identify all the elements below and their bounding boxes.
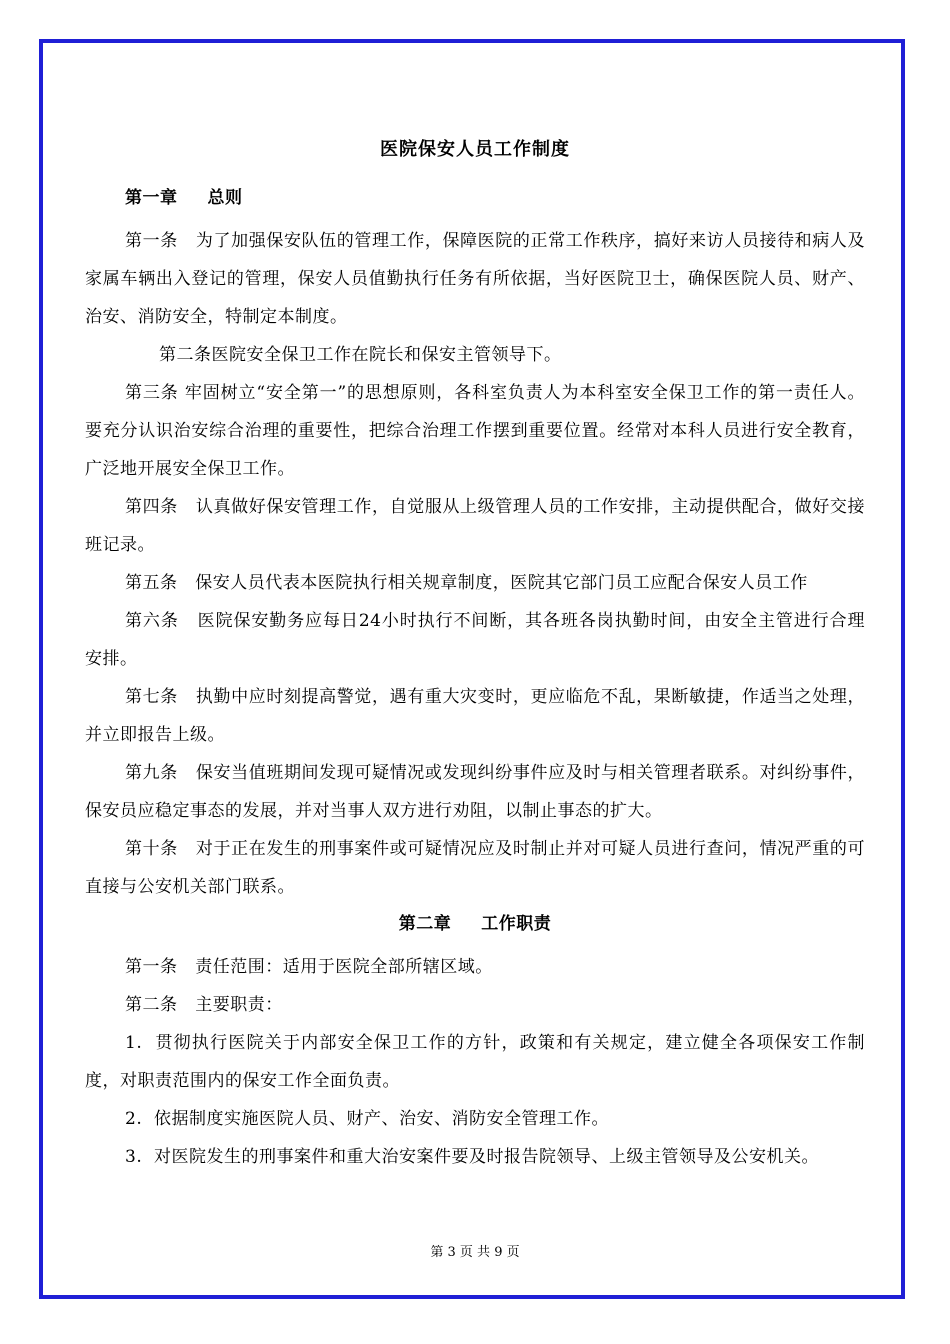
duty-item-2 <box>85 1100 865 1138</box>
chapter-2-number: 第二章 <box>398 914 452 934</box>
article-1-5 <box>85 564 865 602</box>
chapter-1-number: 第一章 <box>125 188 178 208</box>
article-1-4 <box>85 488 865 564</box>
item-number: 3. <box>125 1147 143 1167</box>
article-text: 对于正在发生的刑事案件或可疑情况应及时制止并对可疑人员进行查问，情况严重的可直接与公安机关部门联系。 <box>85 839 866 897</box>
item-text: 对医院发生的刑事案件和重大治安案件要及时报告院领导、上级主管领导及公安机关。 <box>154 1147 820 1167</box>
article-2-2 <box>85 986 865 1024</box>
article-1-2 <box>85 336 865 374</box>
item-number: 1. <box>125 1033 143 1053</box>
article-label: 第一条 <box>125 957 178 977</box>
article-label: 第五条 <box>125 573 178 593</box>
article-text: 主要职责： <box>195 995 283 1015</box>
document-title: 医院保安人员工作制度 <box>380 139 570 160</box>
article-text: 保安人员代表本医院执行相关规章制度，医院其它部门员工应配合保安人员工作 <box>195 573 808 593</box>
article-1-6 <box>85 602 865 678</box>
article-text: 执勤中应时刻提高警觉，遇有重大灾变时，更应临危不乱，果断敏捷，作适当之处理，并立即报告上级。 <box>85 687 866 745</box>
duty-item-3 <box>85 1138 865 1176</box>
item-text: 依据制度实施医院人员、财产、治安、消防安全管理工作。 <box>154 1109 610 1129</box>
article-label: 第四条 <box>125 497 178 517</box>
article-label: 第二条 <box>125 995 178 1015</box>
article-2-1 <box>85 948 865 986</box>
chapter-2-heading <box>85 906 865 942</box>
article-text: 责任范围：适用于医院全部所辖区域。 <box>195 957 493 977</box>
article-label: 第二条 <box>159 345 212 365</box>
article-text: 医院安全保卫工作在院长和保安主管领导下。 <box>211 345 562 365</box>
chapter-1-heading <box>85 180 865 216</box>
chapter-1-title: 总则 <box>207 188 243 208</box>
article-text: 为了加强保安队伍的管理工作，保障医院的正常工作秩序，搞好来访人员接待和病人及家属车辆出入登记的管理，保安人员值勤执行任务有所依据，当好医院卫士，确保医院人员、财产、治安、消防安全，特制定本制度。 <box>85 231 866 327</box>
article-label: 第一条 <box>125 231 178 251</box>
chapter-2-title: 工作职责 <box>481 914 552 934</box>
article-text: 认真做好保安管理工作，自觉服从上级管理人员的工作安排，主动提供配合，做好交接班记录。 <box>85 497 866 555</box>
page-footer: 第 3 页 共 9 页 <box>430 1245 520 1260</box>
article-label: 第六条 <box>125 611 179 631</box>
item-text: 贯彻执行医院关于内部安全保卫工作的方针，政策和有关规定，建立健全各项保安工作制度，对职责范围内的保安工作全面负责。 <box>85 1033 865 1091</box>
article-1-10 <box>85 830 865 906</box>
article-label: 第七条 <box>125 687 178 707</box>
document-body <box>85 132 865 1176</box>
article-1-1 <box>85 222 865 336</box>
article-label: 第十条 <box>125 839 178 859</box>
article-label: 第九条 <box>125 763 178 783</box>
duty-item-1 <box>85 1024 865 1100</box>
article-text: 医院保安勤务应每日24小时执行不间断，其各班各岗执勤时间，由安全主管进行合理安排。 <box>85 611 865 669</box>
article-label: 第三条 <box>125 383 179 403</box>
article-1-3 <box>85 374 865 488</box>
article-1-7 <box>85 678 865 754</box>
article-text: 牢固树立“安全第一”的思想原则，各科室负责人为本科室安全保卫工作的第一责任人。要充分认识治安综合治理的重要性，把综合治理工作摆到重要位置。经常对本科人员进行安全教育，广泛地开展安全保卫工作。 <box>85 383 865 479</box>
item-number: 2. <box>125 1109 143 1129</box>
article-text: 保安当值班期间发现可疑情况或发现纠纷事件应及时与相关管理者联系。对纠纷事件，保安员应稳定事态的发展，并对当事人双方进行劝阻，以制止事态的扩大。 <box>85 763 866 821</box>
article-1-9 <box>85 754 865 830</box>
